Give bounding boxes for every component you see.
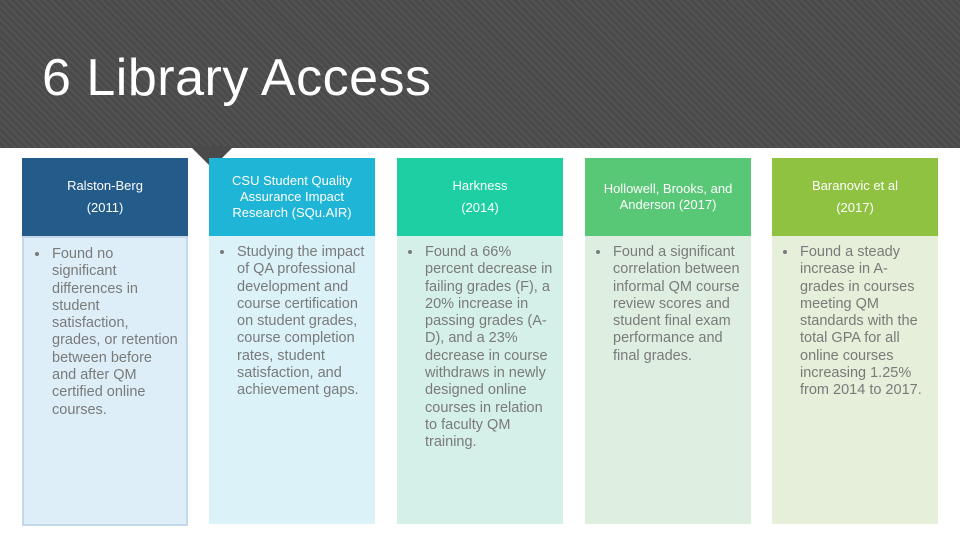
- study-column-csu-squair: [209, 158, 375, 524]
- column-header: [397, 158, 563, 236]
- finding-text: • Found a steady increase in A-grades in courses meeting QM standards with the total GPA for all online courses increasing 1.25% from 2014 to 2017.: [798, 244, 930, 400]
- finding-text: • Found no significant differences in student satisfaction, grades, or retention between before and after QM certified online courses.: [50, 246, 178, 419]
- column-body: [585, 236, 751, 524]
- study-author: Harkness: [452, 177, 508, 193]
- column-header: [585, 158, 751, 236]
- study-column-ralston-berg: [22, 158, 188, 526]
- column-body: [209, 236, 375, 524]
- column-header: [772, 158, 938, 236]
- column-header: [209, 158, 375, 236]
- study-column-baranovic: [772, 158, 938, 524]
- finding-text: • Found a significant correlation between informal QM course review scores and student final exam performance and final grades.: [611, 244, 743, 365]
- study-author: Ralston-Berg: [67, 177, 143, 193]
- study-year: (2011): [86, 200, 124, 215]
- slide-title: 6 Library Access: [42, 49, 432, 107]
- column-body: [772, 236, 938, 524]
- study-year: (2014): [461, 200, 499, 215]
- study-column-hollowell: [585, 158, 751, 524]
- finding-text: • Studying the impact of QA professional development and course certification on student grades, course completion rates, student satisfaction, and achievement gaps.: [235, 244, 367, 400]
- study-column-harkness: [397, 158, 563, 524]
- study-author: Hollowell, Brooks, and Anderson (2017): [603, 180, 733, 212]
- study-year: (2017): [836, 200, 874, 215]
- column-body: [22, 236, 188, 526]
- finding-text: • Found a 66% percent decrease in failing grades (F), a 20% increase in passing grades (A-D), and a 23% decrease in course withdraws in newly designed online courses in relation to faculty QM training.: [423, 244, 555, 452]
- study-author: CSU Student Quality Assurance Impact Research (SQu.AIR): [232, 172, 352, 221]
- column-header: [22, 158, 188, 236]
- study-author: Baranovic et al: [812, 177, 898, 193]
- column-body: [397, 236, 563, 524]
